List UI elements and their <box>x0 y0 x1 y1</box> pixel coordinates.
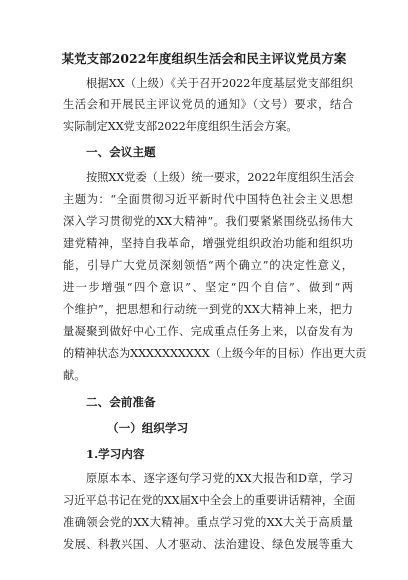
subsection-heading-organize-study: （一）组织学习 <box>107 421 189 435</box>
study-line: 原原本本、逐字逐句学习党的XX大报告和D章，学习 <box>86 472 353 485</box>
subsection-heading-study-content: 1.学习内容 <box>86 447 145 461</box>
intro-line: 根据XX（上级）《关于召开2022年度基层党支部组织 <box>86 77 353 90</box>
section-heading-meeting-theme: 一、会议主题 <box>86 145 156 159</box>
theme-line: 主题为：“全面贯彻习近平新时代中国特色社会主义思想 <box>63 193 353 206</box>
theme-line: 建党精神，坚持自我革命，增强党组织政治功能和组织功 <box>63 237 353 250</box>
theme-line: 的精神状态为XXXXXXXXXX（上级今年的目标）作出更大贡 <box>63 347 367 360</box>
theme-line: 进一步增强“四个意识”、坚定“四个自信”、做到“两 <box>63 281 353 294</box>
section-heading-preparation: 二、会前准备 <box>86 395 156 409</box>
document-title: 某党支部2022年度组织生活会和民主评议党员方案 <box>61 51 347 66</box>
theme-line: 个维护”，把思想和行动统一到党的XX大精神上来，把力 <box>63 303 353 316</box>
study-line: 习近平总书记在党的XX届X中全会上的重要讲话精神，全面 <box>63 494 356 507</box>
theme-line: 献。 <box>63 369 86 382</box>
theme-line: 量凝聚到做好中心工作、完成重点任务上来，以奋发有为 <box>63 325 353 338</box>
intro-line: 实际制定XX党支部2022年度组织生活会方案。 <box>63 120 298 133</box>
theme-line: 能，引导广大党员深刻领悟“两个确立”的决定性意义， <box>63 259 353 272</box>
theme-line: 深入学习贯彻党的XX大精神”。我们要紧紧围绕弘扬伟大 <box>63 215 353 228</box>
study-line: 准确领会党的XX大精神。重点学习党的XX大关于高质量 <box>63 516 353 529</box>
intro-line: 生活会和开展民主评议党员的通知》（文号）要求，结合 <box>63 98 353 111</box>
theme-line: 按照XX党委（上级）统一要求，2022年度组织生活会 <box>86 171 355 184</box>
study-line: 发展、科教兴国、人才驱动、法治建设、绿色发展等重大 <box>63 538 353 551</box>
